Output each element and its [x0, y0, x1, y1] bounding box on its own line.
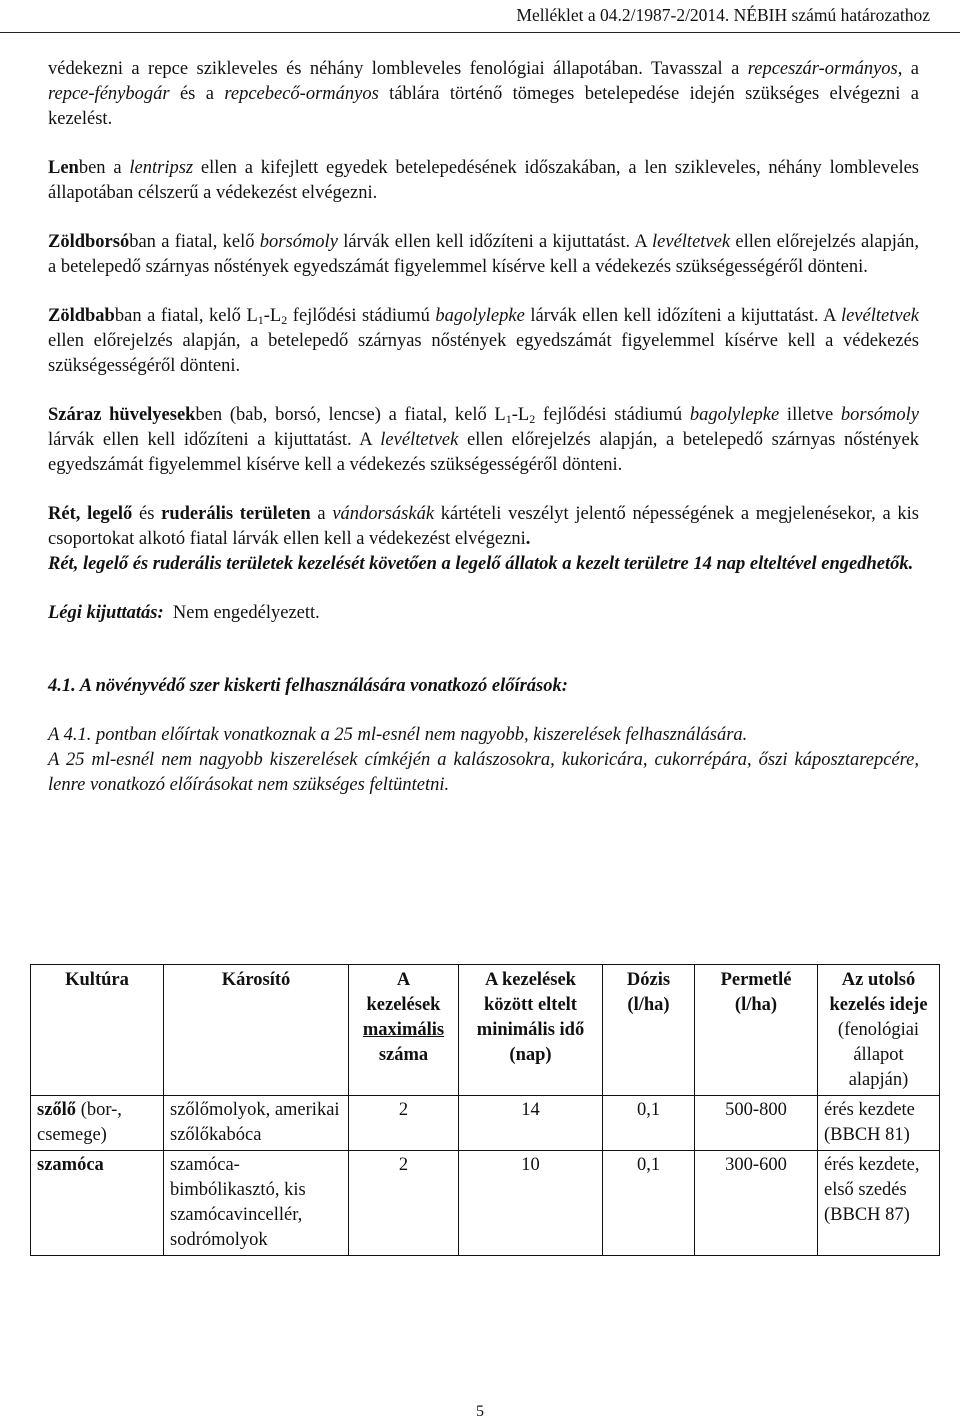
paragraph-kiskerti-2: A 25 ml-esnél nem nagyobb kiszerelések címkéjén a kalászosokra, kukoricára, cukorrépára, őszi káposztarepcére, lenre vonatkozó előírásokat nem szükséges feltüntetni. — [48, 750, 919, 795]
header-spray-volume: Permetlé (l/ha) — [695, 965, 818, 1096]
cell-dose: 0,1 — [603, 1151, 695, 1256]
document-header: Melléklet a 04.2/1987-2/2014. NÉBIH számú határozathoz — [516, 5, 930, 25]
header-culture: Kultúra — [31, 965, 164, 1096]
table-header-row — [31, 965, 940, 1096]
paragraph-kiskerti-1: A 4.1. pontban előírtak vonatkoznak a 25 ml-esnél nem nagyobb, kiszerelések felhasználására. — [48, 725, 748, 745]
header-interval: A kezelések között eltelt minimális idő (nap) — [459, 965, 603, 1096]
paragraph-ret-legelo: Rét, legelő és ruderális területen a vándorsáskák kártételi veszélyt jelentő népességének a megjelenésekor, a kis csoportokat alkotó fiatal lárvák ellen kell a védekezést elvégezni. — [48, 504, 919, 549]
cell-culture: szőlő (bor-, csemege) — [31, 1096, 164, 1151]
cell-last: érés kezdete, első szedés (BBCH 87) — [818, 1151, 940, 1256]
page-number: 5 — [476, 1403, 484, 1420]
cell-culture: szamóca — [31, 1151, 164, 1256]
cell-interval: 10 — [459, 1151, 603, 1256]
cell-interval: 14 — [459, 1096, 603, 1151]
cell-pest: szamóca-bimbólikasztó, kis szamócavincellér, sodrómolyok — [164, 1151, 349, 1256]
table-row — [31, 1151, 940, 1256]
cell-spray: 500-800 — [695, 1096, 818, 1151]
paragraph-legeltetes-figyelmeztetes: Rét, legelő és ruderális területek kezelését követően a legelő állatok a kezelt területre 14 nap elteltével engedhetők. — [48, 554, 914, 574]
section-heading-4-1: 4.1. A növényvédő szer kiskerti felhasználására vonatkozó előírások: — [48, 676, 568, 696]
header-last-treatment: Az utolsó kezelés ideje (fenológiai állapot alapján) — [818, 965, 940, 1096]
header-dose: Dózis (l/ha) — [603, 965, 695, 1096]
header-rule — [0, 32, 960, 33]
cell-spray: 300-600 — [695, 1151, 818, 1256]
paragraph-zoldborso: Zöldborsóban a fiatal, kelő borsómoly lárvák ellen kell időzíteni a kijuttatást. A levéltetvek ellen előrejelzés alapján, a betelepedő szárnyas nőstények egyedszámát figyelemmel kísérve kell a védekezés szükségességéről dönteni. — [48, 232, 920, 277]
document-body — [48, 57, 919, 822]
table-row — [31, 1096, 940, 1151]
paragraph-len: Lenben a lentripsz ellen a kifejlett egyedek betelepedésének időszakában, a len szikleveles, néhány lombleveles állapotában célszerű a védekezést elvégezni. — [48, 158, 919, 203]
cell-max: 2 — [349, 1151, 459, 1256]
cell-last: érés kezdete (BBCH 81) — [818, 1096, 940, 1151]
cell-max: 2 — [349, 1096, 459, 1151]
application-table — [30, 964, 940, 1256]
paragraph-repce: védekezni a repce szikleveles és néhány lombleveles fenológiai állapotában. Tavasszal a repceszár-ormányos, a repce-fénybogár és a repcebecő-ormányos táblára történő tömeges betelepedése idején szükséges elvégezni a kezelést. — [48, 59, 919, 129]
header-pest: Károsító — [164, 965, 349, 1096]
cell-pest: szőlőmolyok, amerikai szőlőkabóca — [164, 1096, 349, 1151]
paragraph-zoldbab: Zöldbabban a fiatal, kelő $L_1-L_2$ fejlődési stádiumú bagolylepke lárvák ellen kell időzíteni a kijuttatást. A levéltetvek ellen előrejelzés alapján, a betelepedő szárnyas nőstények egyedszámát figyelemmel kísérve kell a védekezés szükségességéről dönteni. — [48, 306, 919, 376]
header-max-treatments: A kezelések maximális száma — [349, 965, 459, 1096]
cell-dose: 0,1 — [603, 1096, 695, 1151]
paragraph-legi-kijuttatas: Légi kijuttatás: Nem engedélyezett. — [48, 603, 320, 623]
paragraph-szaraz-huvelyesek: Száraz hüvelyesekben (bab, borsó, lencse) a fiatal, kelő $L_1-L_2$ fejlődési stádiumú bagolylepke illetve borsómoly lárvák ellen kell időzíteni a kijuttatást. A levéltetvek ellen előrejelzés alapján, a betelepedő szárnyas nőstények egyedszámát figyelemmel kísérve kell a védekezés szükségességéről dönteni. — [48, 405, 919, 475]
